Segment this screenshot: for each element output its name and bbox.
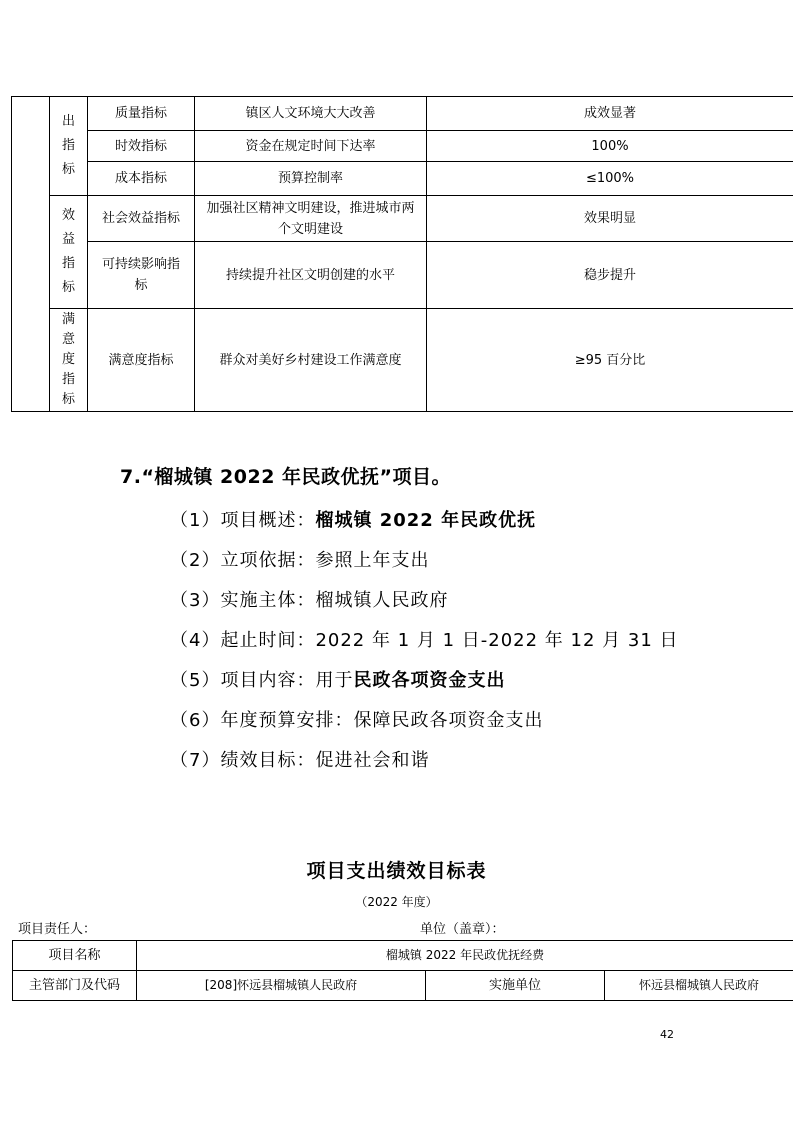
value-cell: ≥95 百分比	[574, 352, 646, 368]
indicator-line: 标	[134, 278, 148, 293]
content-cell: 预算控制率	[277, 171, 343, 186]
list-item	[170, 586, 448, 612]
item-value: 榴城镇人民政府	[315, 590, 449, 611]
item-value: 榴城镇 2022 年民政优抚	[315, 510, 537, 531]
list-item	[170, 706, 543, 732]
value-cell: ≤100%	[585, 171, 635, 186]
content-cell	[195, 196, 426, 241]
item-label: （2）立项依据：	[170, 550, 316, 571]
content-cell: 镇区人文环境大大改善	[245, 106, 376, 121]
benefit-indicator-group-label: 效 益 指 标	[61, 208, 75, 295]
content-line: 个文明建设	[277, 221, 343, 237]
content-line: 加强社区精神文明建设，推进城市两	[206, 200, 415, 216]
item-value: 参照上年支出	[315, 550, 430, 571]
indicator-line: 可持续影响指	[101, 257, 180, 272]
list-item	[170, 746, 429, 772]
item-label: （7）绩效目标：	[170, 750, 316, 771]
dept-label: 主管部门及代码	[28, 978, 120, 993]
table-border	[11, 411, 793, 412]
indicator-cell: 社会效益指标	[101, 211, 180, 226]
list-item	[170, 506, 536, 532]
unit-label: 单位（盖章）：	[420, 922, 505, 937]
value-cell: 效果明显	[583, 211, 636, 226]
item-value: 促进社会和谐	[315, 750, 430, 771]
page-number: 42	[660, 1028, 674, 1041]
perf-table-year: （2022 年度）	[355, 895, 438, 909]
output-indicator-group-label: 出 指 标	[61, 113, 75, 177]
section-heading: 7.“榴城镇 2022 年民政优抚”项目。	[120, 466, 452, 488]
value-cell: 100%	[591, 138, 629, 154]
indicator-cell: 时效指标	[114, 138, 167, 154]
item-value: 保障民政各项资金支出	[353, 710, 544, 731]
indicator-cell: 成本指标	[114, 171, 167, 186]
table-border	[11, 96, 12, 412]
indicator-table	[11, 96, 793, 412]
responsible-label: 项目责任人：	[18, 922, 97, 937]
perf-table-title: 项目支出绩效目标表	[306, 860, 487, 882]
impl-value: 怀远县榴城镇人民政府	[638, 978, 759, 992]
project-name-value: 榴城镇 2022 年民政优抚经费	[385, 948, 545, 962]
list-item	[170, 626, 679, 652]
item-value: 2022 年 1 月 1 日-2022 年 12 月 31 日	[315, 630, 679, 651]
item-value-prefix: 用于	[315, 670, 354, 691]
indicator-cell: 满意度指标	[108, 352, 174, 368]
content-cell: 资金在规定时间下达率	[245, 138, 376, 154]
satisfaction-indicator-group-label: 满 意 度 指 标	[61, 312, 75, 407]
item-label: （6）年度预算安排：	[170, 710, 354, 731]
list-item	[170, 546, 429, 572]
dept-value: [208]怀远县榴城镇人民政府	[204, 978, 358, 992]
item-value: 民政各项资金支出	[353, 670, 506, 691]
item-label: （4）起止时间：	[170, 630, 316, 651]
indicator-cell: 质量指标	[114, 106, 167, 121]
table-border	[12, 1000, 793, 1001]
item-label: （5）项目内容：	[170, 670, 316, 691]
list-item	[170, 666, 505, 692]
impl-label: 实施单位	[488, 978, 541, 993]
value-cell: 稳步提升	[583, 267, 636, 283]
indicator-cell	[88, 242, 194, 308]
content-cell: 群众对美好乡村建设工作满意度	[219, 352, 402, 368]
item-label: （1）项目概述：	[170, 510, 316, 531]
value-cell: 成效显著	[583, 106, 636, 121]
content-cell: 持续提升社区文明创建的水平	[225, 267, 395, 283]
item-label: （3）实施主体：	[170, 590, 316, 611]
project-name-label: 项目名称	[48, 948, 101, 963]
perf-table	[12, 940, 793, 1001]
